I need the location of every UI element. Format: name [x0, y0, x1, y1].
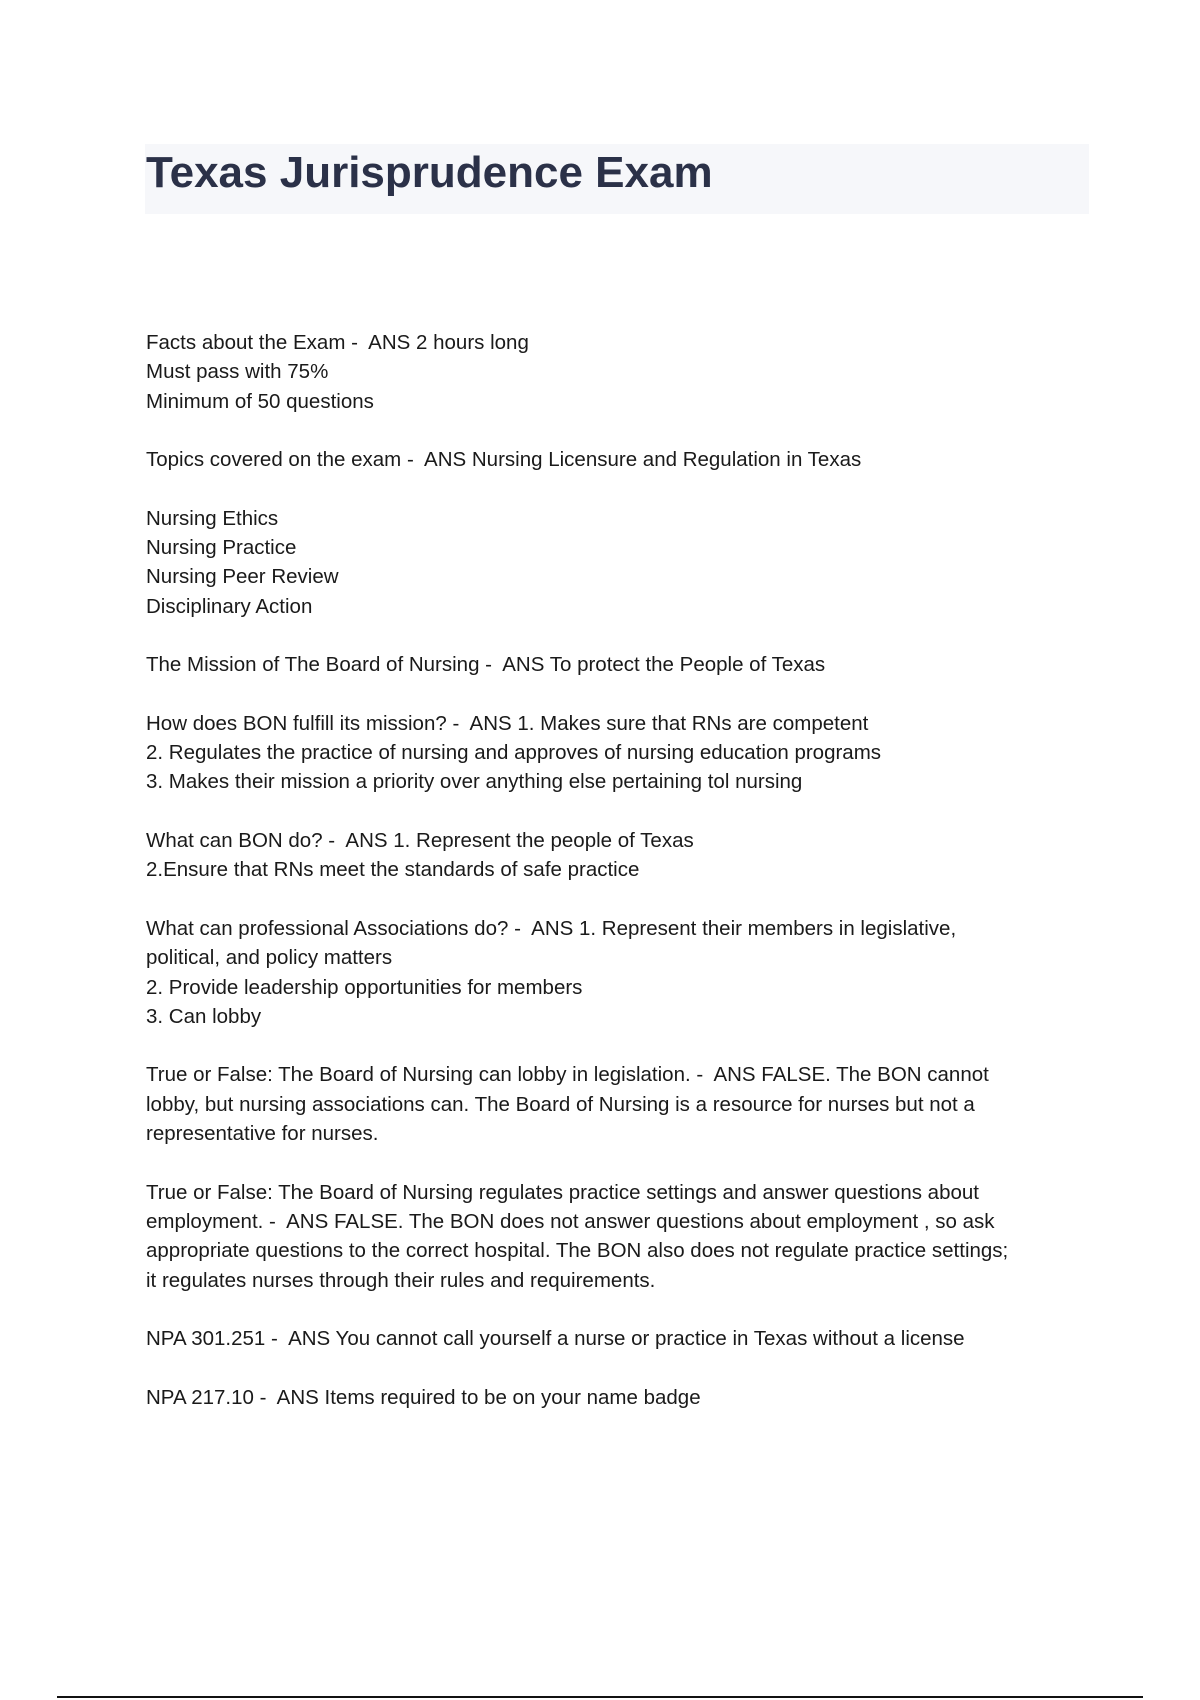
document-title: Texas Jurisprudence Exam [146, 148, 713, 197]
text-line: Facts about the Exam - ANS 2 hours long [146, 331, 529, 354]
text-line: lobby, but nursing associations can. The Board of Nursing is a resource for nurses but not a [146, 1092, 975, 1116]
text-line: 2.Ensure that RNs meet the standards of safe practice [146, 858, 640, 882]
text-line: NPA 301.251 - ANS You cannot call yourself a nurse or practice in Texas without a license [146, 1327, 965, 1351]
text-line: Nursing Peer Review [146, 565, 339, 589]
text-line: True or False: The Board of Nursing can lobby in legislation. - ANS FALSE. The BON cannot [146, 1063, 989, 1087]
qa-entry [146, 1060, 1090, 1148]
qa-entry [146, 1178, 1090, 1295]
qa-entry [146, 328, 1090, 416]
qa-entry [146, 826, 1090, 885]
document-body [146, 328, 1090, 1441]
text-line: What can BON do? - ANS 1. Represent the people of Texas [146, 829, 694, 853]
qa-entry [146, 914, 1090, 1031]
qa-entry [146, 1324, 1090, 1353]
text-line: Nursing Ethics [146, 506, 279, 530]
text-line: employment. - ANS FALSE. The BON does not answer questions about employment , so ask [146, 1209, 995, 1233]
text-line: Disciplinary Action [146, 594, 313, 618]
text-line: 2. Regulates the practice of nursing and approves of nursing education programs [146, 741, 882, 765]
text-line: 3. Makes their mission a priority over anything else pertaining tol nursing [146, 770, 803, 794]
text-line: NPA 217.10 - ANS Items required to be on your name badge [146, 1385, 701, 1409]
qa-entry [146, 650, 1090, 679]
text-line: Nursing Practice [146, 536, 297, 560]
text-line: The Mission of The Board of Nursing - ANS To protect the People of Texas [146, 653, 826, 677]
text-line: What can professional Associations do? - ANS 1. Represent their members in legislative, [146, 916, 957, 940]
qa-entry [146, 709, 1090, 797]
blank-line [146, 474, 1090, 503]
text-line: Minimum of 50 questions [146, 389, 374, 413]
text-line: it regulates nurses through their rules and requirements. [146, 1268, 656, 1292]
text-line: How does BON fulfill its mission? - ANS 1. Makes sure that RNs are competent [146, 711, 869, 735]
text-line: 2. Provide leadership opportunities for members [146, 975, 583, 999]
text-line: Must pass with 75% [146, 360, 329, 384]
text-line: appropriate questions to the correct hospital. The BON also does not regulate practice settings; [146, 1239, 1009, 1263]
page-bottom-rule [57, 1696, 1143, 1698]
text-line: representative for nurses. [146, 1122, 379, 1146]
text-line: True or False: The Board of Nursing regulates practice settings and answer questions about [146, 1180, 979, 1204]
text-line: 3. Can lobby [146, 1004, 262, 1028]
qa-entry [146, 445, 1090, 621]
qa-entry [146, 1383, 1090, 1412]
text-line: Topics covered on the exam - ANS Nursing Licensure and Regulation in Texas [146, 448, 862, 472]
text-line: political, and policy matters [146, 946, 393, 970]
